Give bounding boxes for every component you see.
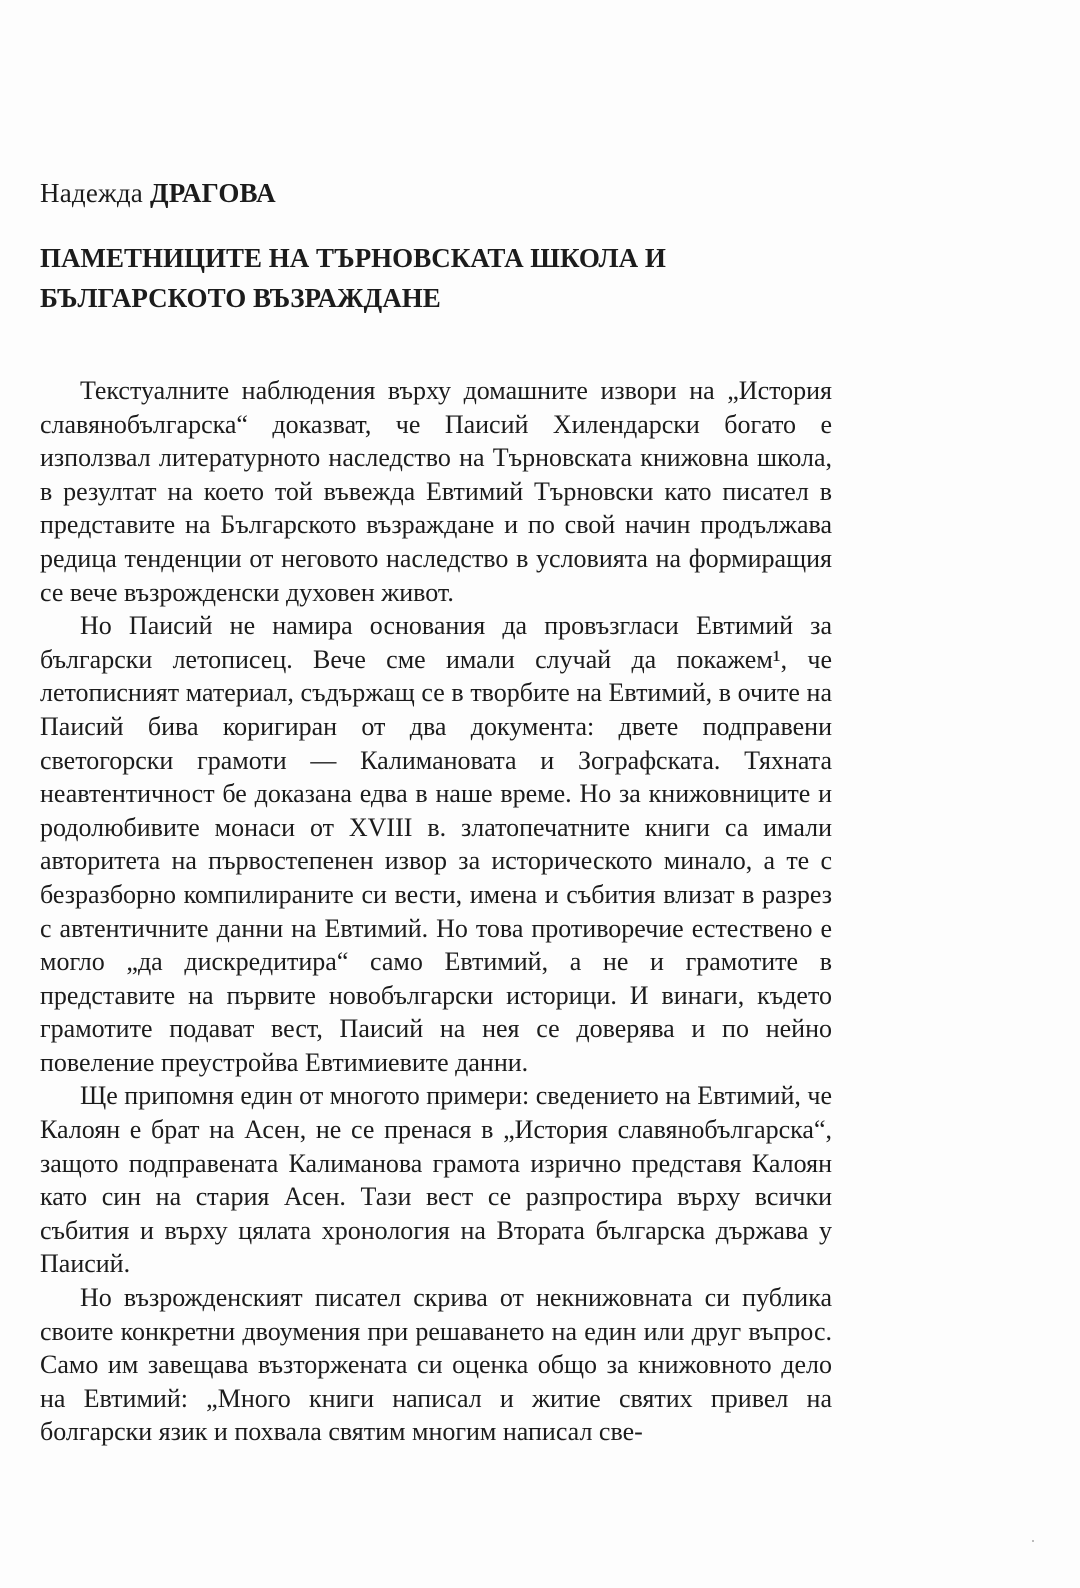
author-first-name: Надежда xyxy=(40,178,143,208)
title-line-1: ПАМЕТНИЦИТЕ НА ТЪРНОВСКАТА ШКОЛА И xyxy=(40,243,666,273)
paragraph-2: Но Паисий не намира основания да провъзгласи Евтимий за български летописец. Вече сме имали случай да покажем¹, че летописният материал, съдържащ се в творбите на Евтимий, в очите на Паисий бива коригиран от два документа: двете подправени светогорски грамоти — Калимановата и Зографската. Тяхната неавтентичност бе доказана едва в наше време. Но за книжовниците и родолюбивите монаси от XVIII в. златопечатните книги са имали авторитета на първостепенен извор за историческото минало, а те с безразборно компилираните си вести, имена и събития влизат в разрез с автентичните данни на Евтимий. Но това противоречие естествено е могло „да дискредитира“ само Евтимий, а не и грамотите в представите на първите новобългарски историци. И винаги, където грамотите подават вест, Паисий на нея се доверява и по нейно повеление преустройва Евтимиевите данни. xyxy=(40,611,832,1077)
paragraph-1: Текстуалните наблюдения върху домашните извори на „История славянобългарска“ доказват, че Паисий Хилендарски богато е използвал литературното наследство на Търновската книжовна школа, в резултат на което той въвежда Евтимий Търновски като писател в представите на Българското възраждане и по свой начин продължава редица тенденции от неговото наследство в условията на формиращия се вече възрожденски духовен живот. xyxy=(40,376,832,607)
scan-speck xyxy=(1032,1540,1034,1542)
paragraph-4: Но възрожденският писател скрива от некнижовната си публика своите конкретни двоумения при решаването на един или друг въпрос. Само им завещава възторжената си оценка общо за книжовното дело на Евтимий: „Много книги написал и житие святих привел на болгарски язик и похвала святим многим написал све- xyxy=(40,1283,832,1447)
article-title xyxy=(40,238,760,318)
paragraph-3: Ще припомня един от многото примери: сведението на Евтимий, че Калоян е брат на Асен, не се пренася в „История славянобългарска“, защото подправената Калиманова грамота изрично представя Калоян като син на стария Асен. Тази вест се разпростира върху всички събития и върху цялата хронология на Втората българска държава у Паисий. xyxy=(40,1081,832,1279)
title-line-2: БЪЛГАРСКОТО ВЪЗРАЖДАНЕ xyxy=(40,283,441,313)
article-body xyxy=(40,374,832,1449)
author-surname: ДРАГОВА xyxy=(149,178,276,208)
author-name xyxy=(40,178,276,209)
